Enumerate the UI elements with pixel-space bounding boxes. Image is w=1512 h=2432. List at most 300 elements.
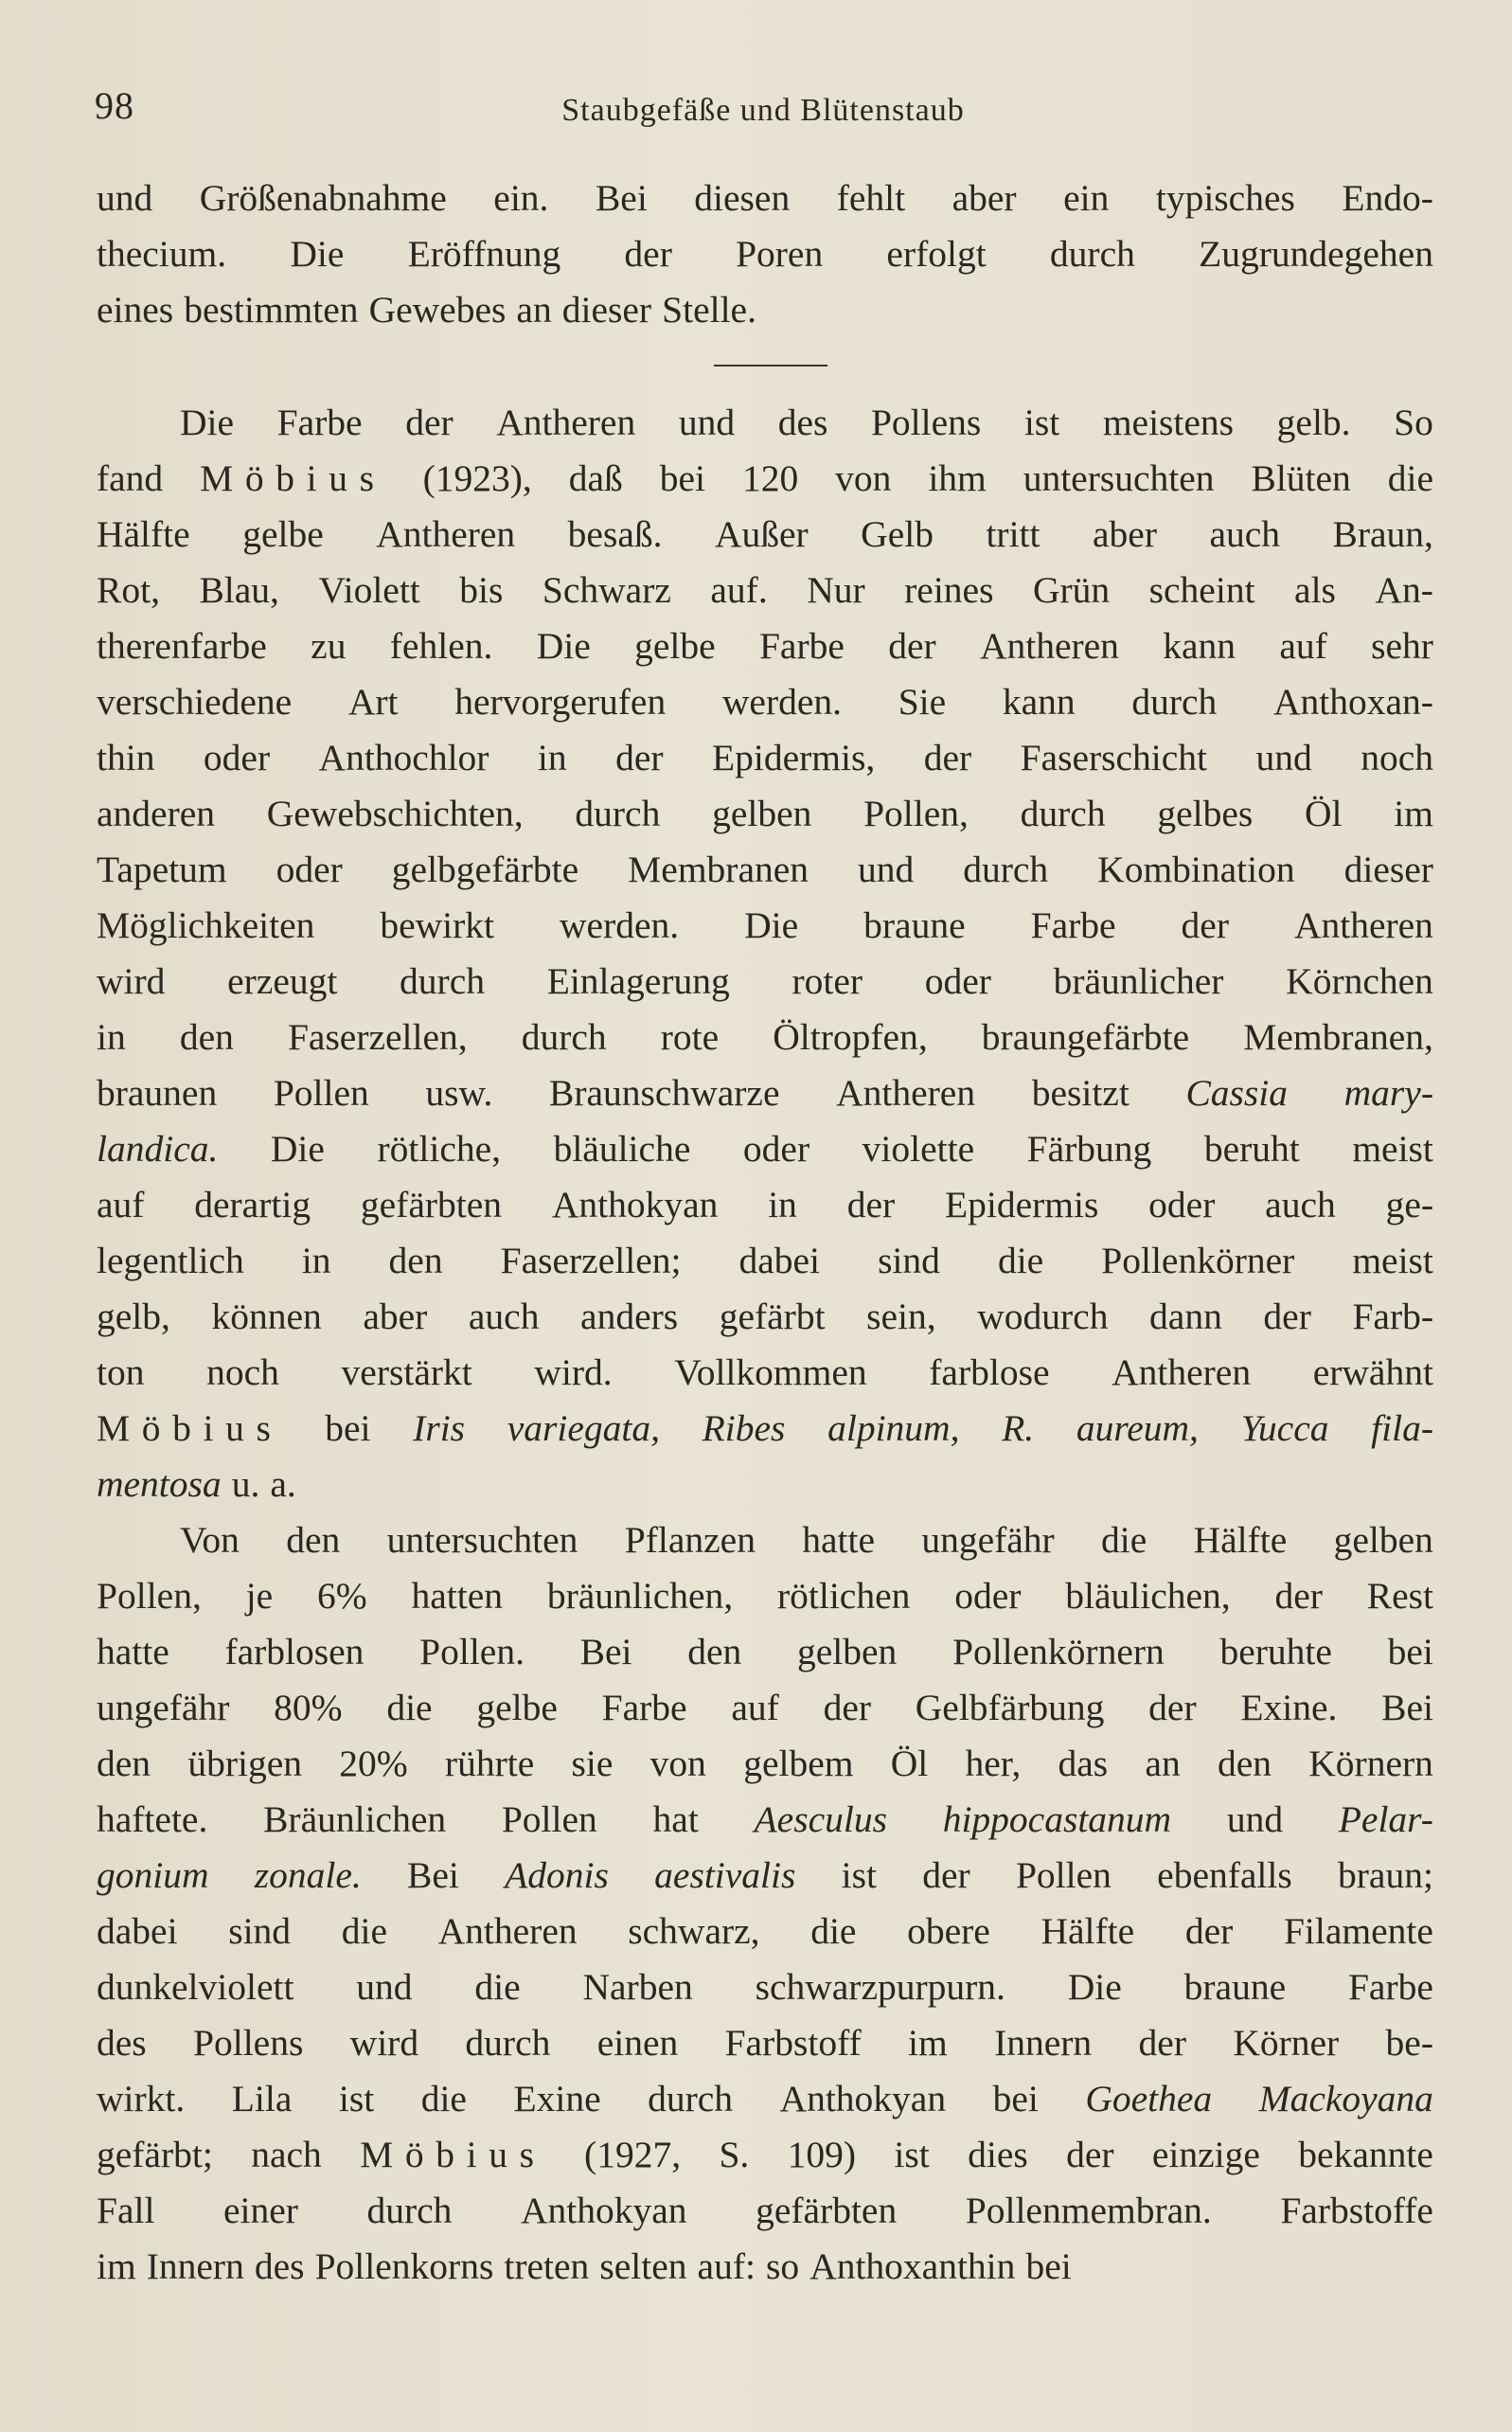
word: Größenabnahme [199, 177, 447, 219]
word: Pollen. [419, 1631, 525, 1672]
word: durch [1131, 681, 1218, 723]
text-line [97, 1010, 1433, 1065]
word: Art [347, 681, 399, 723]
word: gefärbt [719, 1296, 826, 1337]
word: die [997, 1240, 1044, 1281]
word: Exine. [1240, 1687, 1338, 1728]
word: nach [251, 2134, 322, 2175]
word: violette [862, 1128, 975, 1170]
word: therenfarbe [97, 625, 267, 667]
word: der [888, 625, 936, 667]
text-line [97, 2239, 1433, 2295]
word: den [1217, 1743, 1272, 1784]
word: gefärbten [756, 2190, 898, 2231]
word: R. [1002, 1407, 1035, 1449]
word: Bei [579, 1631, 632, 1672]
text-line [97, 2183, 1433, 2239]
word: Braun, [1332, 513, 1433, 555]
word: braune [863, 904, 966, 946]
word: Hälfte [1041, 1910, 1135, 1952]
word: Poren [736, 233, 824, 275]
word: Epidermis [945, 1184, 1099, 1225]
word: beruht [1203, 1128, 1300, 1170]
word: Pollen, [863, 793, 969, 834]
word: Schwarz [542, 569, 671, 611]
word: Antheren [437, 1910, 578, 1952]
word: Fall [97, 2190, 155, 2231]
word: übrigen [187, 1743, 302, 1784]
word: gelbe [634, 625, 716, 667]
word: Möbius [360, 2134, 546, 2175]
word: Tapetum [97, 849, 227, 890]
word: legentlich [97, 1240, 244, 1281]
word: werden. [560, 904, 680, 946]
word: auf [731, 1687, 779, 1728]
word: Bei [407, 1854, 459, 1896]
word: bläuliche [553, 1128, 691, 1170]
word: der [405, 402, 454, 443]
word: Körnern [1308, 1743, 1433, 1784]
word: Antheren [1293, 904, 1433, 946]
word: Faserzellen, [287, 1016, 468, 1058]
word: Pelar- [1338, 1798, 1433, 1840]
word: Antheren [1112, 1351, 1252, 1393]
word: der [846, 1184, 896, 1225]
word: des [254, 2245, 305, 2287]
word: Braunschwarze [549, 1072, 780, 1114]
text-line [97, 1457, 1433, 1512]
word: die [474, 1966, 521, 2008]
word: ungefähr [921, 1519, 1055, 1561]
word: meist [1352, 1240, 1433, 1281]
word: Färbung [1026, 1128, 1152, 1170]
text-line [97, 1792, 1433, 1848]
word: Möglichkeiten [97, 904, 315, 946]
word: die [341, 1910, 387, 1952]
word: Bei [595, 177, 648, 219]
word: noch [206, 1351, 279, 1393]
page-header [95, 83, 1432, 140]
text-line [97, 1624, 1433, 1680]
word: Rot, [97, 569, 160, 611]
word: S. [719, 2134, 750, 2175]
word: untersuchten [386, 1519, 578, 1561]
word: 120 [741, 457, 799, 499]
word: dabei [97, 1910, 178, 1952]
word: durch [575, 793, 661, 834]
word: dieser [1343, 849, 1433, 890]
word: den [286, 1519, 341, 1561]
word: bräunlicher [1053, 960, 1224, 1002]
word: und [1226, 1798, 1284, 1840]
word: be- [1385, 2022, 1433, 2064]
page-number: 98 [95, 84, 134, 127]
word: der [1184, 1910, 1234, 1952]
word: Lila [231, 2078, 293, 2119]
word: Farbstoff [724, 2022, 862, 2064]
word: Möbius [200, 457, 386, 499]
word: braun; [1338, 1854, 1433, 1896]
word: derartig [194, 1184, 311, 1225]
word: Außer [714, 513, 809, 555]
text-line [97, 1289, 1433, 1345]
word: hatte [802, 1519, 876, 1561]
word: hatten [411, 1575, 503, 1617]
word: Antheren [496, 402, 636, 443]
word: ge- [1385, 1184, 1433, 1225]
word: Farbe [1347, 1966, 1433, 2008]
paragraph [97, 395, 1433, 1512]
word: gelb, [97, 1296, 170, 1337]
text-line [97, 2071, 1433, 2127]
divider-rule [714, 365, 827, 367]
text-line [97, 170, 1433, 226]
word: auch [468, 1296, 540, 1337]
text-line [97, 507, 1433, 563]
word: bewirkt [380, 904, 495, 946]
word: der [1274, 1575, 1323, 1617]
word: wird [349, 2022, 419, 2064]
word: Membranen, [1243, 1016, 1433, 1058]
word: Körner [1233, 2022, 1340, 2064]
word: rötliche, [377, 1128, 502, 1170]
word: ebenfalls [1157, 1854, 1292, 1896]
word: ungefähr [97, 1687, 230, 1728]
word: kann [1163, 625, 1236, 667]
word: Rest [1366, 1575, 1433, 1617]
word: auf [1279, 625, 1327, 667]
word: Anthokyan [779, 2078, 947, 2119]
word: im [908, 2022, 948, 2064]
word: mentosa [97, 1463, 222, 1505]
word: hat [652, 1798, 699, 1840]
word: meistens [1102, 402, 1235, 443]
word: Gewebschichten, [266, 793, 524, 834]
word: Von [180, 1519, 240, 1561]
word: Epidermis, [712, 737, 876, 778]
word: Anthokyan [520, 2190, 687, 2231]
word: Anthochlor [318, 737, 489, 778]
word: her, [965, 1743, 1022, 1784]
word: usw. [425, 1072, 493, 1114]
word: durch [648, 2078, 734, 2119]
word: Die [270, 1128, 325, 1170]
text-line [97, 1848, 1433, 1904]
word: anders [580, 1296, 679, 1337]
text-line [97, 674, 1433, 730]
word: dunkelviolett [97, 1966, 294, 2008]
word: bläulichen, [1065, 1575, 1231, 1617]
word: Endo- [1342, 177, 1433, 219]
word: des [97, 2022, 147, 2064]
word: gonium [97, 1854, 209, 1896]
word: sein, [866, 1296, 936, 1337]
word: Pollens [193, 2022, 304, 2064]
word: und [356, 1966, 413, 2008]
word: Bei [1381, 1687, 1433, 1728]
word: dabei [738, 1240, 821, 1281]
word: Pollen [1015, 1854, 1112, 1896]
word: oder [742, 1128, 810, 1170]
word: an [1145, 1743, 1181, 1784]
word: die [1387, 457, 1433, 499]
word: Gewebes [368, 289, 507, 331]
word: verschiedene [97, 681, 293, 723]
word: Narben [582, 1966, 693, 2008]
text-line [97, 1345, 1433, 1401]
word: ein [1063, 177, 1110, 219]
section-divider [97, 338, 1433, 395]
text-line [97, 1680, 1433, 1736]
word: durch [1020, 793, 1106, 834]
word: Gelb [861, 513, 934, 555]
word: die [420, 2078, 467, 2119]
word: haftete. [97, 1798, 208, 1840]
word: treten [504, 2245, 590, 2287]
word: Cassia [1185, 1072, 1289, 1114]
word: wodurch [977, 1296, 1109, 1337]
word: aureum, [1076, 1407, 1199, 1449]
word: sind [878, 1240, 940, 1281]
word: 109) [787, 2134, 857, 2175]
word: selten [599, 2245, 687, 2287]
word: (1927, [584, 2134, 682, 2175]
word: 20% [339, 1743, 408, 1784]
word: Yucca [1240, 1407, 1329, 1449]
text-line [97, 1401, 1433, 1457]
word: aber [363, 1296, 428, 1337]
word: Adonis [505, 1854, 609, 1896]
word: Nur [807, 569, 865, 611]
word: Exine [513, 2078, 601, 2119]
word: und [1255, 737, 1312, 778]
word: obere [907, 1910, 990, 1952]
word: rote [660, 1016, 720, 1058]
text-line [97, 451, 1433, 507]
word: Zugrundegehen [1199, 233, 1433, 275]
word: der [1263, 1296, 1311, 1337]
word: a. [270, 1463, 296, 1505]
text-line [97, 395, 1433, 451]
word: von [649, 1743, 706, 1784]
word: gelben [796, 1631, 898, 1672]
word: oder [203, 737, 271, 778]
word: ein. [493, 177, 549, 219]
word: bräunlichen, [546, 1575, 734, 1617]
word: des [777, 402, 828, 443]
word: Farbe [601, 1687, 687, 1728]
word: Anthokyan [551, 1184, 719, 1225]
word: Faserzellen; [500, 1240, 682, 1281]
word: bestimmten [184, 289, 359, 331]
word: Grün [1032, 569, 1111, 611]
word: fila- [1371, 1407, 1433, 1449]
word: das [1058, 1743, 1109, 1784]
word: Körnchen [1286, 960, 1433, 1002]
word: 6% [317, 1575, 367, 1617]
text-line [97, 1177, 1433, 1233]
word: daß [568, 457, 623, 499]
word: aber [952, 177, 1017, 219]
word: Pollenmembran. [965, 2190, 1212, 2231]
word: Antheren [979, 625, 1119, 667]
word: Ribes [702, 1407, 786, 1449]
word: untersuchten [1023, 457, 1215, 499]
word: Eröffnung [407, 233, 561, 275]
word: Anthoxanthin [809, 2245, 1016, 2287]
word: einen [596, 2022, 679, 2064]
word: werden. [721, 681, 843, 723]
word: bei [1025, 2245, 1072, 2287]
text-line [97, 1512, 1433, 1568]
word: scheint [1148, 569, 1255, 611]
word: auch [1209, 513, 1281, 555]
word: kann [1002, 681, 1076, 723]
word: bekannte [1298, 2134, 1433, 2175]
running-head: Staubgefäße und Blütenstaub [561, 93, 965, 128]
word: zonale. [254, 1854, 362, 1896]
text-line [97, 730, 1433, 786]
word: Stelle. [662, 289, 756, 331]
word: und [97, 177, 153, 219]
word: erwähnt [1312, 1351, 1433, 1393]
word: Pollen [273, 1072, 369, 1114]
text-line [97, 1904, 1433, 1959]
word: typisches [1155, 177, 1295, 219]
word: Farb- [1352, 1296, 1433, 1337]
word: fehlen. [389, 625, 493, 667]
word: durch [400, 960, 485, 1002]
word: landica. [97, 1128, 219, 1170]
word: Antheren [836, 1072, 976, 1114]
word: ist [338, 2078, 375, 2119]
word: roter [792, 960, 863, 1002]
word: anderen [97, 793, 215, 834]
word: bei [1387, 1631, 1433, 1672]
word: Gelbfärbung [915, 1687, 1105, 1728]
word: die [386, 1687, 433, 1728]
word: variegata, [507, 1407, 660, 1449]
word: Die [744, 904, 799, 946]
word: bis [459, 569, 504, 611]
word: den [179, 1016, 234, 1058]
word: durch [521, 1016, 607, 1058]
word: Innern [146, 2245, 244, 2287]
word: der [823, 1687, 871, 1728]
word: Pollen [501, 1798, 597, 1840]
word: zu [311, 625, 347, 667]
word: Blau, [199, 569, 279, 611]
word: Farbe [1030, 904, 1116, 946]
word: braune [1183, 1966, 1287, 2008]
word: Pflanzen [624, 1519, 756, 1561]
word: Farbe [276, 402, 363, 443]
word: noch [1361, 737, 1433, 778]
word: die [1101, 1519, 1147, 1561]
text-line [97, 282, 1433, 338]
word: Violett [318, 569, 420, 611]
text-line [97, 842, 1433, 898]
word: hervorgerufen [454, 681, 667, 723]
word: auch [1265, 1184, 1336, 1225]
word: Membranen [628, 849, 809, 890]
word: Öl [1304, 793, 1343, 834]
text-line [97, 1736, 1433, 1792]
word: rührte [444, 1743, 535, 1784]
word: Kombination [1097, 849, 1295, 890]
word: wird. [534, 1351, 613, 1393]
word: in [97, 1016, 126, 1058]
word: Vollkommen [674, 1351, 867, 1393]
word: Aesculus [754, 1798, 887, 1840]
word: gelbgefärbte [391, 849, 579, 890]
text-line [97, 954, 1433, 1010]
word: erfolgt [886, 233, 987, 275]
paragraph [97, 170, 1433, 338]
word: ihm [928, 457, 987, 499]
word: (1923), [422, 457, 532, 499]
word: alpinum, [827, 1407, 960, 1449]
word: Filamente [1283, 1910, 1433, 1952]
word: im [97, 2245, 136, 2287]
word: als [1294, 569, 1336, 611]
word: sind [228, 1910, 292, 1952]
word: aestivalis [654, 1854, 796, 1896]
word: der [615, 737, 664, 778]
word: und [678, 402, 736, 443]
word: gefärbt; [97, 2134, 213, 2175]
word: einzige [1151, 2134, 1260, 2175]
word: auf [97, 1184, 145, 1225]
word: diesen [694, 177, 791, 219]
word: oder [276, 849, 343, 890]
word: farblosen [224, 1631, 365, 1672]
word: sehr [1371, 625, 1433, 667]
word: ist [1023, 402, 1060, 443]
word: und [858, 849, 915, 890]
word: der [923, 737, 972, 778]
word: oder [1148, 1184, 1216, 1225]
word: gelben [712, 793, 812, 834]
word: gelbem [743, 1743, 854, 1784]
word: tritt [986, 513, 1041, 555]
word: u. [231, 1463, 260, 1505]
word: Möbius [97, 1407, 283, 1449]
paragraph [97, 1512, 1433, 2295]
word: wird [97, 960, 166, 1002]
word: ist [841, 1854, 877, 1896]
word: Blüten [1251, 457, 1351, 499]
word: der [1138, 2022, 1186, 2064]
word: der [1181, 904, 1229, 946]
word: gelbe [476, 1687, 558, 1728]
text-line [97, 2015, 1433, 2071]
word: rötlichen [776, 1575, 911, 1617]
word: dies [968, 2134, 1028, 2175]
word: der [922, 1854, 970, 1896]
word: in [301, 1240, 331, 1281]
text-line [97, 618, 1433, 674]
text-line [97, 1065, 1433, 1121]
text-line [97, 1568, 1433, 1624]
word: Die [1067, 1966, 1122, 2008]
word: die [810, 1910, 857, 1952]
word: durch [366, 2190, 453, 2231]
word: Öl [890, 1743, 929, 1784]
word: Die [180, 402, 235, 443]
word: Öltropfen, [773, 1016, 928, 1058]
word: in [537, 737, 567, 778]
